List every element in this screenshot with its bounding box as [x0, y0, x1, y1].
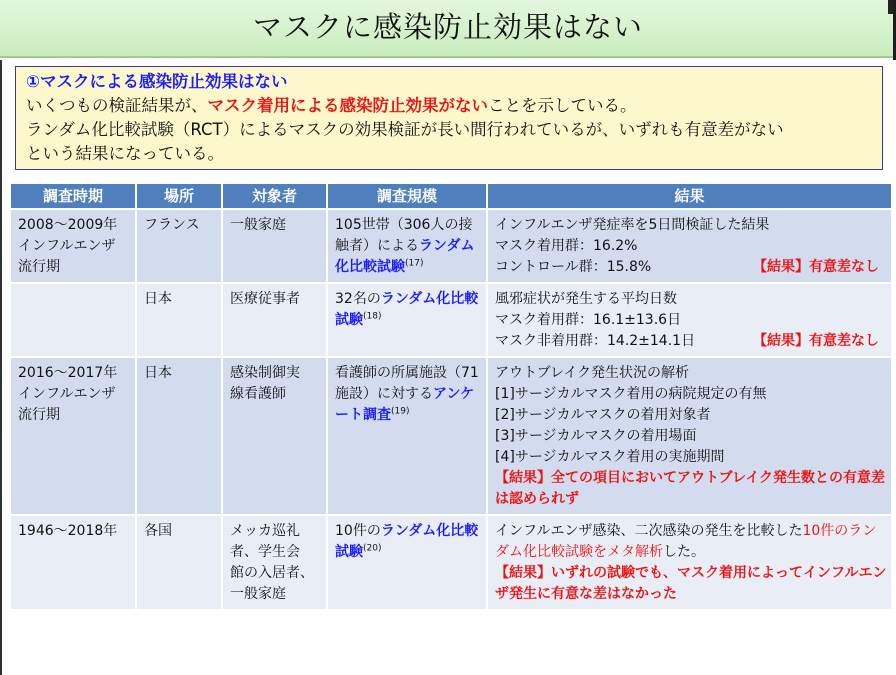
slide-title: マスクに感染防止効果はない	[0, 0, 896, 58]
scale-method: アンケート調査	[335, 386, 475, 423]
summary-line-2-emphasis: マスク着用による感染防止効果がない	[207, 96, 488, 115]
cell-place: 日本	[137, 358, 221, 514]
result-text: した。	[663, 544, 705, 560]
cell-target	[223, 284, 326, 356]
cell-place: フランス	[137, 210, 221, 282]
period-line: インフルエンザ	[18, 238, 116, 254]
cell-scale	[328, 284, 486, 356]
cell-scale	[328, 358, 486, 514]
left-edge-shadow	[0, 60, 2, 675]
summary-line-2-post: ことを示している。	[488, 96, 637, 115]
cell-period	[11, 210, 135, 282]
result-conclusion: 【結果】いずれの試験でも、マスク着用によってインフルエンザ発生に有意な差はなかった	[495, 565, 887, 602]
period-line: 流行期	[18, 259, 60, 275]
result-line: マスク着用群：16.1±13.6日	[495, 312, 682, 328]
table-row	[11, 516, 891, 609]
result-line: アウトブレイク発生状況の解析	[495, 365, 690, 381]
cell-target	[223, 210, 326, 282]
cell-target	[223, 358, 326, 514]
period-line: 2016～2017年	[18, 365, 118, 381]
header-scale: 調査規模	[328, 184, 486, 208]
cell-scale	[328, 210, 486, 282]
result-conclusion: 【結果】全ての項目においてアウトブレイク発生数との有意差は認められず	[495, 470, 886, 507]
result-line: [2]サージカルマスクの着用対象者	[495, 407, 711, 423]
scale-method: ランダム化比較試験	[335, 523, 479, 560]
table-row	[11, 358, 891, 514]
scale-text: 看護師の所属施設（71施設）に対する	[335, 365, 479, 402]
cell-place: 日本	[137, 284, 221, 356]
result-line-with-tag	[495, 257, 887, 278]
scale-text: 32名の	[335, 291, 381, 307]
scale-method: ランダム化比較試験	[335, 238, 475, 275]
result-tag: 【結果】有意差なし	[753, 333, 879, 349]
result-line: [3]サージカルマスクの着用場面	[495, 428, 697, 444]
scale-reference: (17)	[405, 258, 424, 269]
cell-result	[488, 516, 891, 609]
result-highlight: 10	[802, 523, 821, 539]
study-table	[9, 182, 893, 611]
result-highlight: 件のランダム化比較試験をメタ解析	[495, 523, 877, 560]
scale-reference: (18)	[363, 311, 382, 322]
result-line: コントロール群：15.8%	[495, 259, 652, 275]
target-line: 館の入居者、	[230, 565, 314, 581]
scale-reference: (19)	[391, 406, 410, 417]
summary-line-2-pre: いくつもの検証結果が、	[26, 96, 208, 115]
header-result: 結果	[488, 184, 891, 208]
result-line: 風邪症状が発生する平均日数	[495, 291, 677, 307]
cell-result	[488, 284, 891, 356]
result-line-with-tag	[495, 331, 887, 352]
scale-text: 10件の	[335, 523, 381, 539]
period-line: 2008～2009年	[18, 217, 118, 233]
summary-line-4: という結果になっている。	[26, 144, 224, 163]
period-line: 1946～2018年	[18, 523, 118, 539]
summary-box	[15, 66, 883, 170]
table-row	[11, 284, 891, 356]
target-line: 線看護師	[230, 386, 286, 402]
period-line: 流行期	[18, 407, 60, 423]
cell-period	[11, 516, 135, 609]
target-line: 医療従事者	[230, 291, 300, 307]
result-tag: 【結果】有意差なし	[753, 259, 879, 275]
table-row	[11, 210, 891, 282]
result-line: インフルエンザ発症率を5日間検証した結果	[495, 217, 770, 233]
cell-place: 各国	[137, 516, 221, 609]
result-line: [4]サージカルマスク着用の実施期間	[495, 449, 725, 465]
table-header-row	[11, 184, 891, 208]
summary-line-2	[26, 94, 872, 118]
scale-method: ランダム化比較試験	[335, 291, 479, 328]
scale-reference: (20)	[363, 543, 382, 554]
cell-period	[11, 358, 135, 514]
target-line: メッカ巡礼	[230, 523, 300, 539]
result-line: マスク着用群：16.2%	[495, 238, 638, 254]
result-line: [1]サージカルマスク着用の病院規定の有無	[495, 386, 767, 402]
target-line: 一般家庭	[230, 217, 286, 233]
summary-line-3: ランダム化比較試験（RCT）によるマスクの効果検証が長い間行われているが、いずれも有意差がない	[26, 120, 784, 139]
header-period: 調査時期	[11, 184, 135, 208]
cell-period	[11, 284, 135, 356]
cell-target	[223, 516, 326, 609]
target-line: 一般家庭	[230, 586, 286, 602]
cell-result	[488, 358, 891, 514]
summary-heading: ①マスクによる感染防止効果はない	[26, 72, 288, 91]
cell-result	[488, 210, 891, 282]
header-target: 対象者	[223, 184, 326, 208]
result-line: マスク非着用群：14.2±14.1日	[495, 333, 696, 349]
scale-text: 105世帯（306人の接触者）による	[335, 217, 473, 254]
period-line: インフルエンザ	[18, 386, 116, 402]
cell-scale	[328, 516, 486, 609]
target-line: 者、学生会	[230, 544, 300, 560]
target-line: 感染制御実	[230, 365, 300, 381]
result-text: インフルエンザ感染、二次感染の発生を比較した	[495, 523, 803, 539]
header-place: 場所	[137, 184, 221, 208]
